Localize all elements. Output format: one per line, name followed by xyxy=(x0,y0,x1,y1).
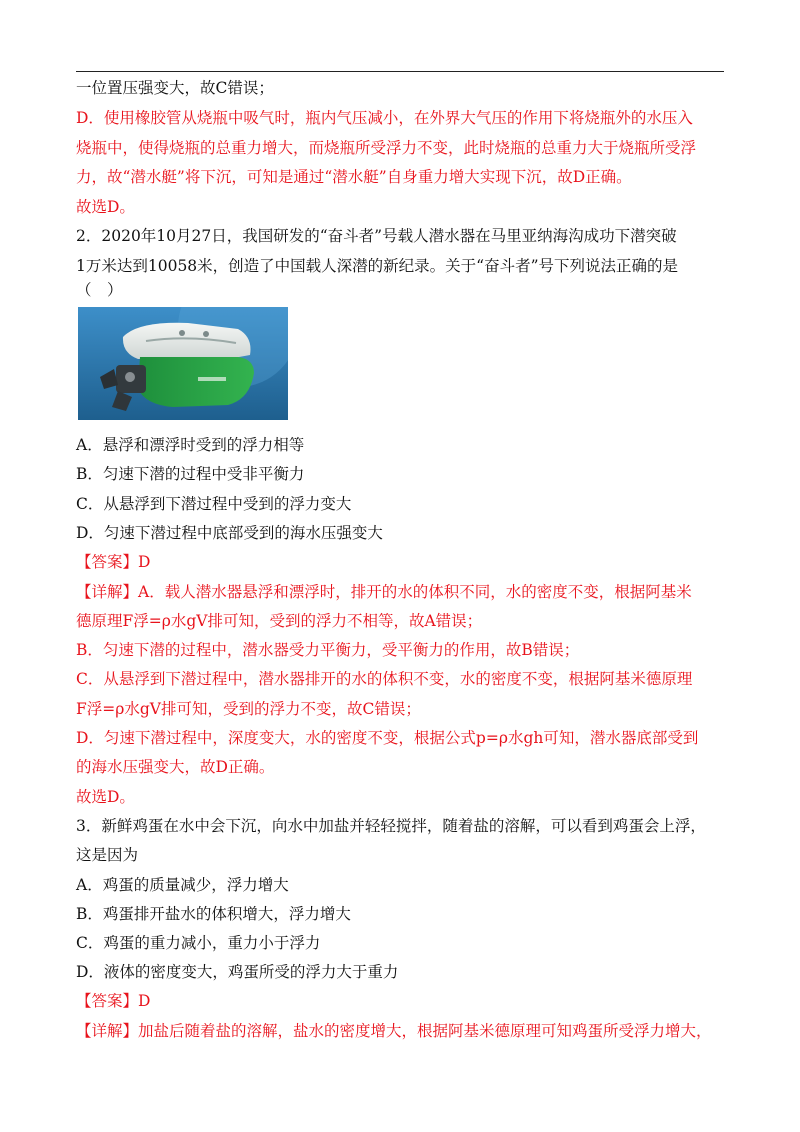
option-b: B．鸡蛋排开盐水的体积增大，浮力增大 xyxy=(76,905,351,923)
text-line: D．使用橡胶管从烧瓶中吸气时，瓶内气压减小，在外界大气压的作用下将烧瓶外的水压入 xyxy=(76,109,693,127)
submersible-photo xyxy=(78,307,288,420)
text-line: 故选D。 xyxy=(76,198,135,216)
option-d: D．液体的密度变大，鸡蛋所受的浮力大于重力 xyxy=(76,963,399,981)
explanation-line: B．匀速下潜的过程中，潜水器受力平衡力，受平衡力的作用，故B错误； xyxy=(76,641,580,659)
text-line: 力，故“潜水艇”将下沉，可知是通过“潜水艇”自身重力增大实现下沉，故D正确。 xyxy=(76,168,632,186)
option-d: D．匀速下潜过程中底部受到的海水压强变大 xyxy=(76,524,383,542)
header-rule xyxy=(76,71,724,72)
answer-label: 【答案】D xyxy=(76,992,151,1010)
submersible-icon xyxy=(78,307,288,420)
explanation-line: 【详解】加盐后随着盐的溶解，盐水的密度增大，根据阿基米德原理可知鸡蛋所受浮力增大， xyxy=(76,1022,712,1040)
option-a: A．悬浮和漂浮时受到的浮力相等 xyxy=(76,436,305,454)
explanation-line: 【详解】A．载人潜水器悬浮和漂浮时，排开的水的体积不同，水的密度不变，根据阿基米 xyxy=(76,583,692,601)
question-2-blank: （ ） xyxy=(76,281,123,299)
explanation-line: C．从悬浮到下潜过程中，潜水器排开的水的体积不变，水的密度不变，根据阿基米德原理 xyxy=(76,670,693,688)
option-c: C．鸡蛋的重力减小，重力小于浮力 xyxy=(76,934,321,952)
text-line: 烧瓶中，使得烧瓶的总重力增大，而烧瓶所受浮力不变，此时烧瓶的总重力大于烧瓶所受浮 xyxy=(76,139,697,157)
explanation-line: D．匀速下潜过程中，深度变大，水的密度不变，根据公式p=ρ水gh可知，潜水器底部受到 xyxy=(76,729,699,747)
question-3-stem: 3．新鲜鸡蛋在水中会下沉，向水中加盐并轻轻搅拌，随着盐的溶解，可以看到鸡蛋会上浮， xyxy=(76,817,706,835)
answer-label: 【答案】D xyxy=(76,553,151,571)
text-line: 一位置压强变大，故C错误； xyxy=(76,79,274,97)
explanation-line: 的海水压强变大，故D正确。 xyxy=(76,758,275,776)
conclusion-line: 故选D。 xyxy=(76,788,135,806)
explanation-line: F浮=ρ水gV排可知，受到的浮力不变，故C错误； xyxy=(76,700,421,718)
question-2-stem: 1万米达到10058米，创造了中国载人深潜的新纪录。关于“奋斗者”号下列说法正确的是 xyxy=(76,257,679,275)
explanation-line: 德原理F浮=ρ水gV排可知，受到的浮力不相等，故A错误； xyxy=(76,612,483,630)
option-b: B．匀速下潜的过程中受非平衡力 xyxy=(76,465,305,483)
question-2-stem: 2．2020年10月27日，我国研发的“奋斗者”号载人潜水器在马里亚纳海沟成功下潜突破 xyxy=(76,227,677,245)
option-c: C．从悬浮到下潜过程中受到的浮力变大 xyxy=(76,495,352,513)
question-3-stem: 这是因为 xyxy=(76,846,139,864)
option-a: A．鸡蛋的质量减少，浮力增大 xyxy=(76,876,289,894)
